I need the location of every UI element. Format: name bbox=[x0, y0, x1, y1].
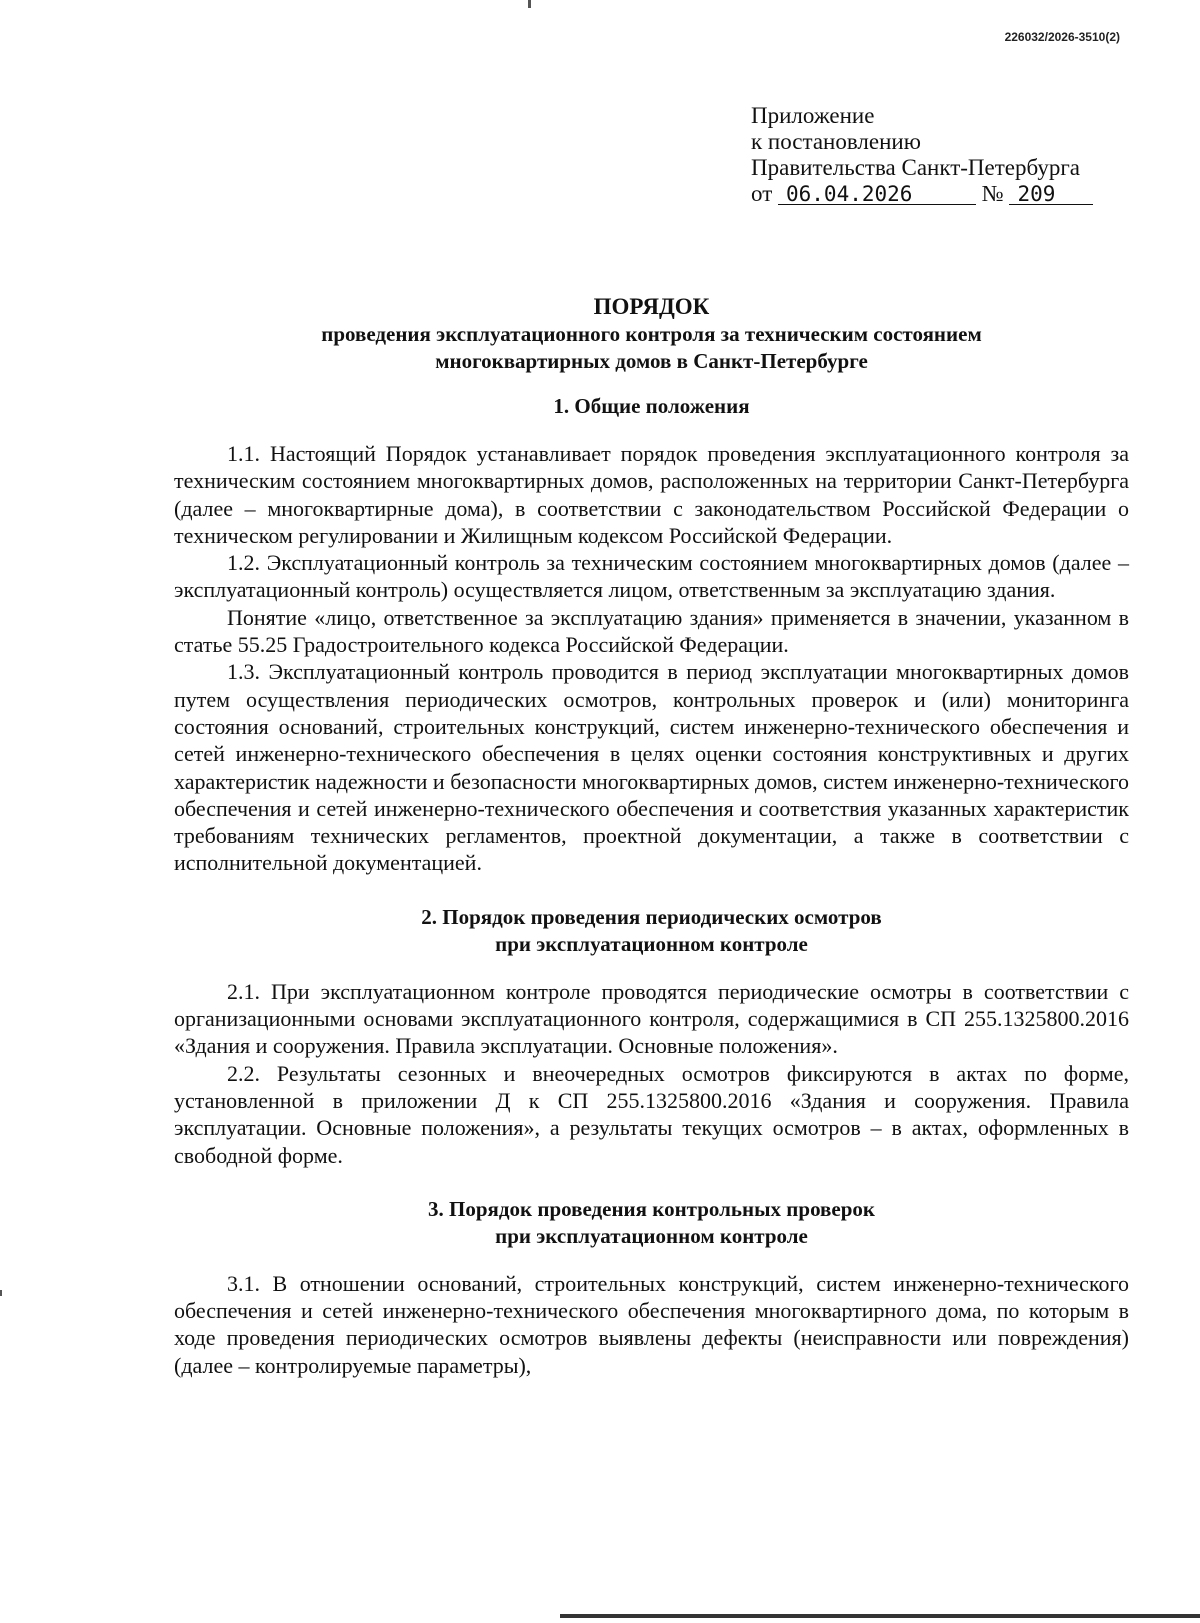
appendix-date-number-line bbox=[751, 181, 1093, 207]
document-subtitle-line-1: проведения эксплуатационного контроля за техническим состоянием bbox=[321, 322, 982, 346]
scan-bottom-edge bbox=[560, 1614, 1200, 1618]
scan-artifact-left bbox=[0, 1290, 2, 1296]
section-3 bbox=[174, 1196, 1129, 1379]
resolution-number: 209 bbox=[1009, 184, 1093, 205]
appendix-resolution-ref: к постановлению bbox=[751, 129, 921, 154]
appendix-government: Правительства Санкт-Петербурга bbox=[751, 155, 1080, 180]
document-title: ПОРЯДОК bbox=[593, 294, 710, 319]
section-2-heading-line-2: при эксплуатационном контроле bbox=[495, 931, 808, 956]
document-subtitle-line-2: многоквартирных домов в Санкт-Петербурге bbox=[435, 349, 868, 373]
paragraph-1-2: 1.2. Эксплуатационный контроль за техническим состоянием многоквартирных домов (далее – эксплуатационный контроль) осуществляется лицом, ответственным за эксплуатацию здания. bbox=[174, 550, 1129, 603]
section-3-heading-line-2: при эксплуатационном контроле bbox=[495, 1223, 808, 1248]
paragraph-3-1: 3.1. В отношении оснований, строительных конструкций, систем инженерно-технического обеспечения и сетей инженерно-технического обеспечения многоквартирного дома, по которым в ходе проведения периодических осмотров выявлены дефекты (неисправности или повреждения) (далее – контролируемые параметры), bbox=[174, 1270, 1129, 1378]
scan-artifact-top bbox=[528, 0, 531, 8]
section-3-heading-line-1: 3. Порядок проведения контрольных проверок bbox=[428, 1196, 875, 1221]
document-registration-number: 226032/2026-3510(2) bbox=[1004, 30, 1120, 44]
appendix-block bbox=[751, 103, 1093, 207]
date-prefix: от bbox=[751, 181, 773, 206]
paragraph-1-1: 1.1. Настоящий Порядок устанавливает порядок проведения эксплуатационного контроля за техническим состоянием многоквартирных домов, расположенных на территории Санкт-Петербурга (далее – многоквартирные дома), в соответствии с законодательством Российской Федерации о техническом регулировании и Жилищным кодексом Российской Федерации. bbox=[174, 441, 1129, 548]
document-body bbox=[174, 290, 1129, 1379]
paragraph-2-1: 2.1. При эксплуатационном контроле проводятся периодические осмотры в соответствии с организационными основами эксплуатационного контроля, содержащимися в СП 255.1325800.2016 «Здания и сооружения. Правила эксплуатации. Основные положения». bbox=[174, 978, 1129, 1059]
section-1 bbox=[174, 393, 1129, 877]
resolution-date: 06.04.2026 bbox=[778, 184, 976, 205]
paragraph-2-2: 2.2. Результаты сезонных и внеочередных осмотров фиксируются в актах по форме, установленной в приложении Д к СП 255.1325800.2016 «Здания и сооружения. Правила эксплуатации. Основные положения», а результаты текущих осмотров – в актах, оформленных в свободной форме. bbox=[174, 1060, 1129, 1168]
paragraph-1-2-note: Понятие «лицо, ответственное за эксплуатацию здания» применяется в значении, указанном в статье 55.25 Градостроительного кодекса Российской Федерации. bbox=[174, 604, 1129, 658]
section-2 bbox=[174, 904, 1129, 1169]
number-prefix: № bbox=[981, 181, 1004, 206]
section-2-heading-line-1: 2. Порядок проведения периодических осмотров bbox=[421, 904, 882, 929]
section-1-heading: 1. Общие положения bbox=[553, 394, 750, 418]
paragraph-1-3: 1.3. Эксплуатационный контроль проводится в период эксплуатации многоквартирных домов путем осуществления периодических осмотров, контрольных проверок и (или) мониторинга состояния оснований, строительных конструкций, систем инженерно-технического обеспечения и сетей инженерно-технического обеспечения в целях оценки состояния конструктивных и других характеристик надежности и безопасности многоквартирных домов, систем инженерно-технического обеспечения и сетей инженерно-технического обеспечения и соответствия указанных характеристик требованиям технических регламентов, проектной документации, а также в соответствии с исполнительной документацией. bbox=[174, 659, 1129, 876]
appendix-label: Приложение bbox=[751, 103, 875, 128]
